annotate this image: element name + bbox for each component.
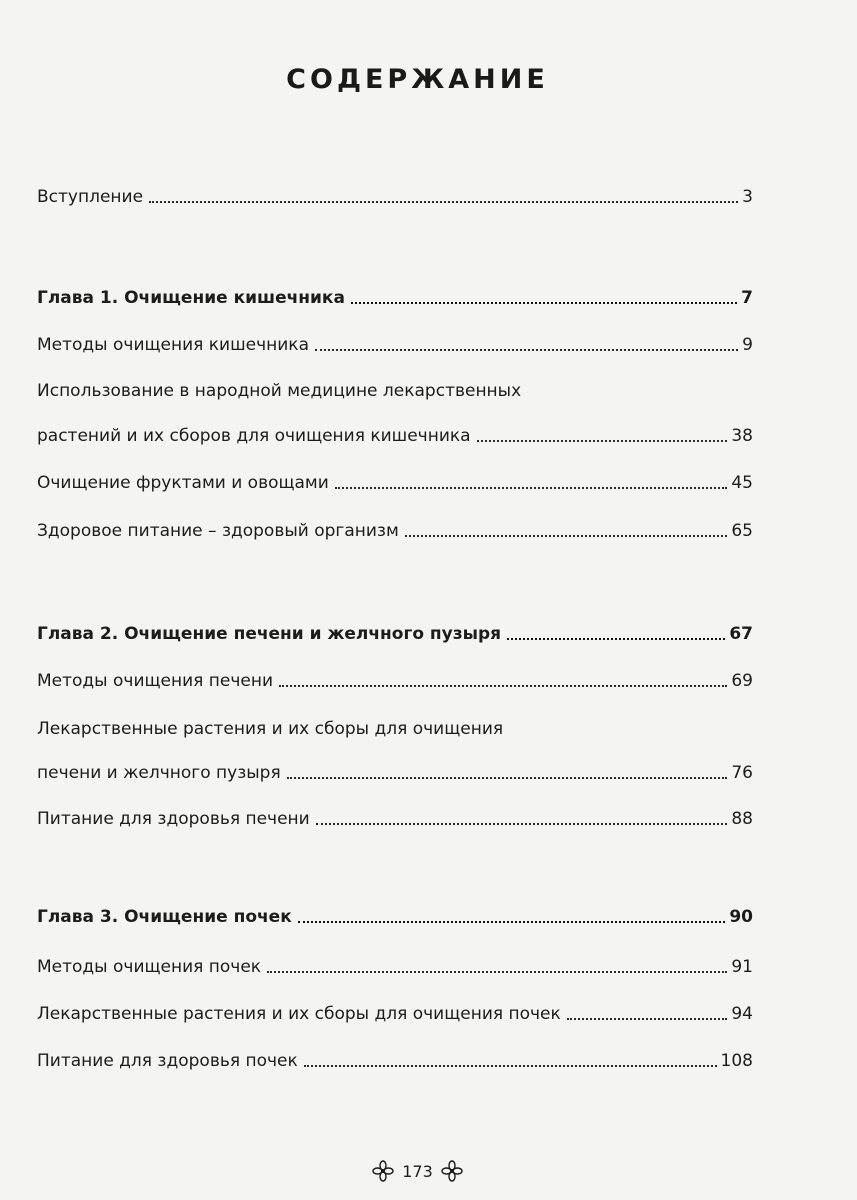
toc-entry-label: Питание для здоровья почек <box>37 1051 298 1071</box>
toc-entry-page: 76 <box>731 763 753 783</box>
toc-entry-page: 69 <box>731 671 753 691</box>
dot-leader <box>405 535 728 537</box>
dot-leader <box>507 638 725 640</box>
toc-entry-label: Методы очищения кишечника <box>37 335 309 355</box>
toc-entry-label: Вступление <box>37 187 144 207</box>
toc-entry[interactable] <box>37 1050 753 1072</box>
toc-chapter-label: Глава 1. Очищение кишечника <box>37 288 345 308</box>
flower-icon <box>441 1160 463 1182</box>
dot-leader <box>267 971 727 973</box>
toc-entry-label: Здоровое питание – здоровый организм <box>37 521 399 541</box>
toc-chapter-label: Глава 3. Очищение почек <box>37 907 292 927</box>
toc-entry-page: 65 <box>731 521 753 541</box>
toc-entry-page: 38 <box>731 426 753 446</box>
toc-entry[interactable] <box>37 808 753 830</box>
dot-leader <box>149 201 738 203</box>
toc-entry[interactable] <box>37 956 753 978</box>
dot-leader <box>298 921 726 923</box>
toc-entry[interactable] <box>37 425 753 447</box>
toc-entry-page: 108 <box>720 1051 753 1071</box>
toc-chapter-page: 67 <box>729 624 753 644</box>
toc-entry-label-line1[interactable]: Использование в народной медицине лекарственных <box>37 381 522 401</box>
toc-entry[interactable] <box>37 334 753 356</box>
toc-entry-page: 45 <box>731 473 753 493</box>
toc-entry[interactable] <box>37 762 753 784</box>
dot-leader <box>335 487 728 489</box>
toc-entry-label: Лекарственные растения и их сборы для очищения почек <box>37 1004 561 1024</box>
dot-leader <box>567 1018 728 1020</box>
dot-leader <box>304 1065 717 1067</box>
toc-chapter-3[interactable] <box>37 906 753 928</box>
toc-entry-page: 94 <box>731 1004 753 1024</box>
toc-entry-label: растений и их сборов для очищения кишечника <box>37 426 471 446</box>
toc-entry[interactable] <box>37 670 753 692</box>
toc-entry-label: Методы очищения почек <box>37 957 262 977</box>
page-title: СОДЕРЖАНИЕ <box>286 64 549 95</box>
dot-leader <box>316 823 728 825</box>
flower-icon <box>372 1160 394 1182</box>
toc-entry-label-line1[interactable]: Лекарственные растения и их сборы для очищения <box>37 719 504 739</box>
toc-chapter-1[interactable] <box>37 287 753 309</box>
dot-leader <box>477 440 728 442</box>
toc-chapter-label: Глава 2. Очищение печени и желчного пузыря <box>37 624 502 644</box>
toc-entry-label: Питание для здоровья печени <box>37 809 310 829</box>
dot-leader <box>279 685 727 687</box>
dot-leader <box>351 302 737 304</box>
dot-leader <box>287 777 728 779</box>
toc-entry-page: 3 <box>742 187 753 207</box>
dot-leader <box>315 349 738 351</box>
toc-entry-page: 9 <box>742 335 753 355</box>
toc-entry-page: 88 <box>731 809 753 829</box>
toc-entry-label: Методы очищения печени <box>37 671 274 691</box>
toc-entry[interactable] <box>37 520 753 542</box>
toc-chapter-2[interactable] <box>37 623 753 645</box>
toc-entry[interactable] <box>37 1003 753 1025</box>
toc-entry[interactable] <box>37 472 753 494</box>
toc-entry-page: 91 <box>731 957 753 977</box>
toc-entry-intro[interactable] <box>37 186 753 208</box>
toc-chapter-page: 7 <box>741 288 753 308</box>
toc-entry-label: Очищение фруктами и овощами <box>37 473 329 493</box>
toc-chapter-page: 90 <box>729 907 753 927</box>
page-footer <box>0 1160 835 1182</box>
page-number: 173 <box>402 1161 433 1181</box>
toc-entry-label: печени и желчного пузыря <box>37 763 281 783</box>
